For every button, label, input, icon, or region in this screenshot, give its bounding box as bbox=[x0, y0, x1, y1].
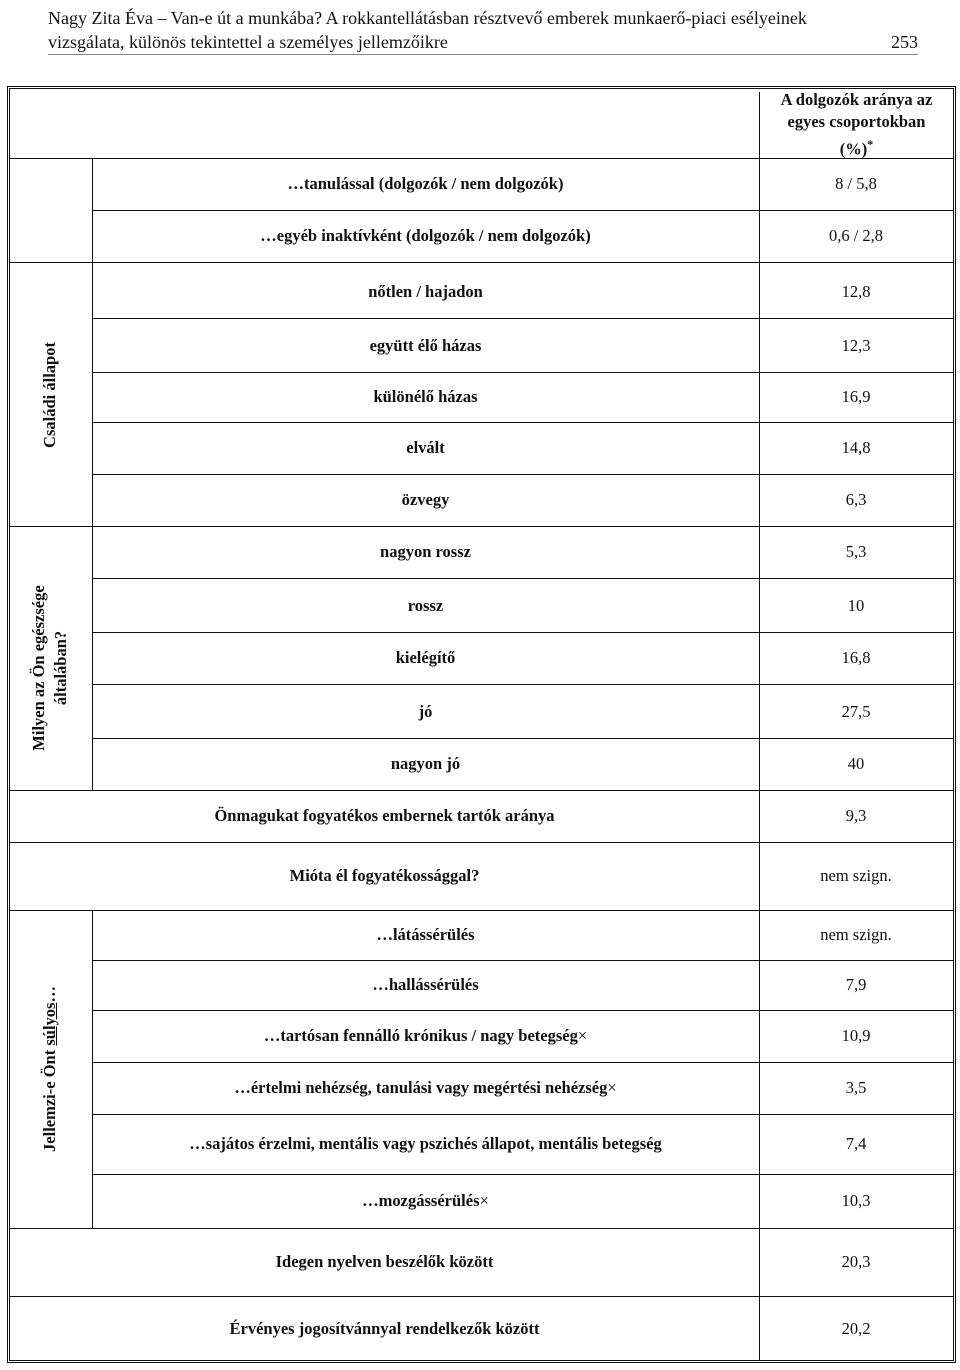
row-value: 9,3 bbox=[845, 806, 867, 825]
row-label bbox=[92, 1062, 759, 1114]
row-label: …tanulással (dolgozók / nem dolgozók) bbox=[287, 174, 564, 193]
row-label-text: …tartósan fennálló krónikus / nagy betegség bbox=[263, 1026, 578, 1045]
group-title-severe bbox=[35, 910, 65, 1228]
row-label: nagyon jó bbox=[390, 754, 461, 773]
row-divider bbox=[92, 318, 953, 319]
row-label: együtt élő házas bbox=[369, 336, 482, 355]
page-header bbox=[48, 6, 918, 54]
header-title-line2-row bbox=[48, 30, 918, 54]
row-value: 3,5 bbox=[845, 1078, 867, 1097]
group-title-family-status: Családi állapot bbox=[40, 342, 59, 448]
row-value: nem szign. bbox=[820, 866, 892, 885]
row-label: Érvényes jogosítvánnyal rendelkezők között bbox=[229, 1319, 540, 1338]
row-value: 40 bbox=[847, 754, 865, 773]
row-label bbox=[92, 960, 759, 1010]
mark-symbol: × bbox=[607, 1078, 617, 1097]
row-value: 10,9 bbox=[841, 1026, 871, 1045]
row-label: különélő házas bbox=[373, 387, 478, 406]
row-label bbox=[92, 1010, 759, 1062]
column-header-line1: A dolgozók aránya az bbox=[780, 90, 933, 110]
row-value: 10 bbox=[847, 596, 865, 615]
row-label: özvegy bbox=[401, 490, 450, 509]
row-value: 0,6 / 2,8 bbox=[828, 226, 884, 245]
row-divider bbox=[92, 684, 953, 685]
page-number: 253 bbox=[891, 32, 918, 52]
group-title-health-line1: Milyen az Ön egészsége bbox=[29, 585, 48, 751]
row-value: 5,3 bbox=[845, 542, 867, 561]
row-value: 16,9 bbox=[841, 387, 871, 406]
row-label: Idegen nyelven beszélők között bbox=[275, 1252, 494, 1271]
column-header bbox=[760, 92, 953, 158]
row-divider bbox=[10, 262, 953, 263]
row-label bbox=[92, 1174, 759, 1228]
mark-symbol: × bbox=[479, 1191, 489, 1210]
header-title-line1: Nagy Zita Éva – Van-e út a munkába? A rokkantellátásban résztvevő emberek munkaerő-piaci esélyeinek bbox=[48, 8, 807, 28]
group-title-health-line2: általában? bbox=[51, 630, 70, 706]
row-label-text: …hallássérülés bbox=[372, 975, 479, 994]
row-label: nőtlen / hajadon bbox=[368, 282, 483, 301]
row-value: 12,3 bbox=[841, 336, 871, 355]
row-value: 6,3 bbox=[845, 490, 867, 509]
row-label-text: …látássérülés bbox=[376, 925, 475, 944]
header-rule bbox=[48, 54, 918, 55]
group-title-health bbox=[25, 536, 75, 800]
row-label-text: …mozgássérülés bbox=[362, 1191, 480, 1210]
row-label: Önmagukat fogyatékos embernek tartók aránya bbox=[214, 806, 555, 825]
row-value: 14,8 bbox=[841, 438, 871, 457]
row-label: elvált bbox=[406, 438, 445, 457]
row-label: rossz bbox=[407, 596, 444, 615]
row-label: jó bbox=[418, 702, 433, 721]
row-value: 7,9 bbox=[845, 975, 867, 994]
row-value: 16,8 bbox=[841, 648, 871, 667]
row-value: 20,2 bbox=[841, 1319, 871, 1338]
group-title-severe-prefix: Jellemzi-e Önt bbox=[40, 1045, 59, 1152]
row-label: kielégítő bbox=[395, 648, 456, 667]
row-label-text: …értelmi nehézség, tanulási vagy megértési nehézség bbox=[234, 1078, 608, 1097]
row-label: nagyon rossz bbox=[380, 542, 471, 561]
row-value: 12,8 bbox=[841, 282, 871, 301]
row-value: 10,3 bbox=[841, 1191, 871, 1210]
row-label: Mióta él fogyatékossággal? bbox=[289, 866, 480, 885]
row-value: 20,3 bbox=[841, 1252, 871, 1271]
group-title-severe-suffix: … bbox=[40, 986, 59, 1003]
row-label bbox=[92, 1114, 759, 1174]
row-value: 27,5 bbox=[841, 702, 871, 721]
row-value: nem szign. bbox=[820, 925, 892, 944]
row-label bbox=[92, 910, 759, 960]
row-value: 8 / 5,8 bbox=[835, 174, 877, 193]
row-label-text: …sajátos érzelmi, mentális vagy pszichés állapot, mentális betegség bbox=[189, 1134, 662, 1153]
row-label: …egyéb inaktívként (dolgozók / nem dolgozók) bbox=[260, 226, 591, 245]
header-title-line2: vizsgálata, különös tekintettel a személyes jellemzőikre bbox=[48, 32, 448, 52]
row-value: 7,4 bbox=[845, 1134, 867, 1153]
column-header-line3: (%) bbox=[839, 139, 868, 159]
column-header-line2: egyes csoportokban bbox=[787, 112, 926, 132]
footnote-marker: * bbox=[867, 137, 874, 152]
row-divider bbox=[92, 578, 953, 579]
group-title-severe-underlined: súlyos bbox=[40, 1002, 59, 1046]
mark-symbol: × bbox=[577, 1026, 588, 1045]
